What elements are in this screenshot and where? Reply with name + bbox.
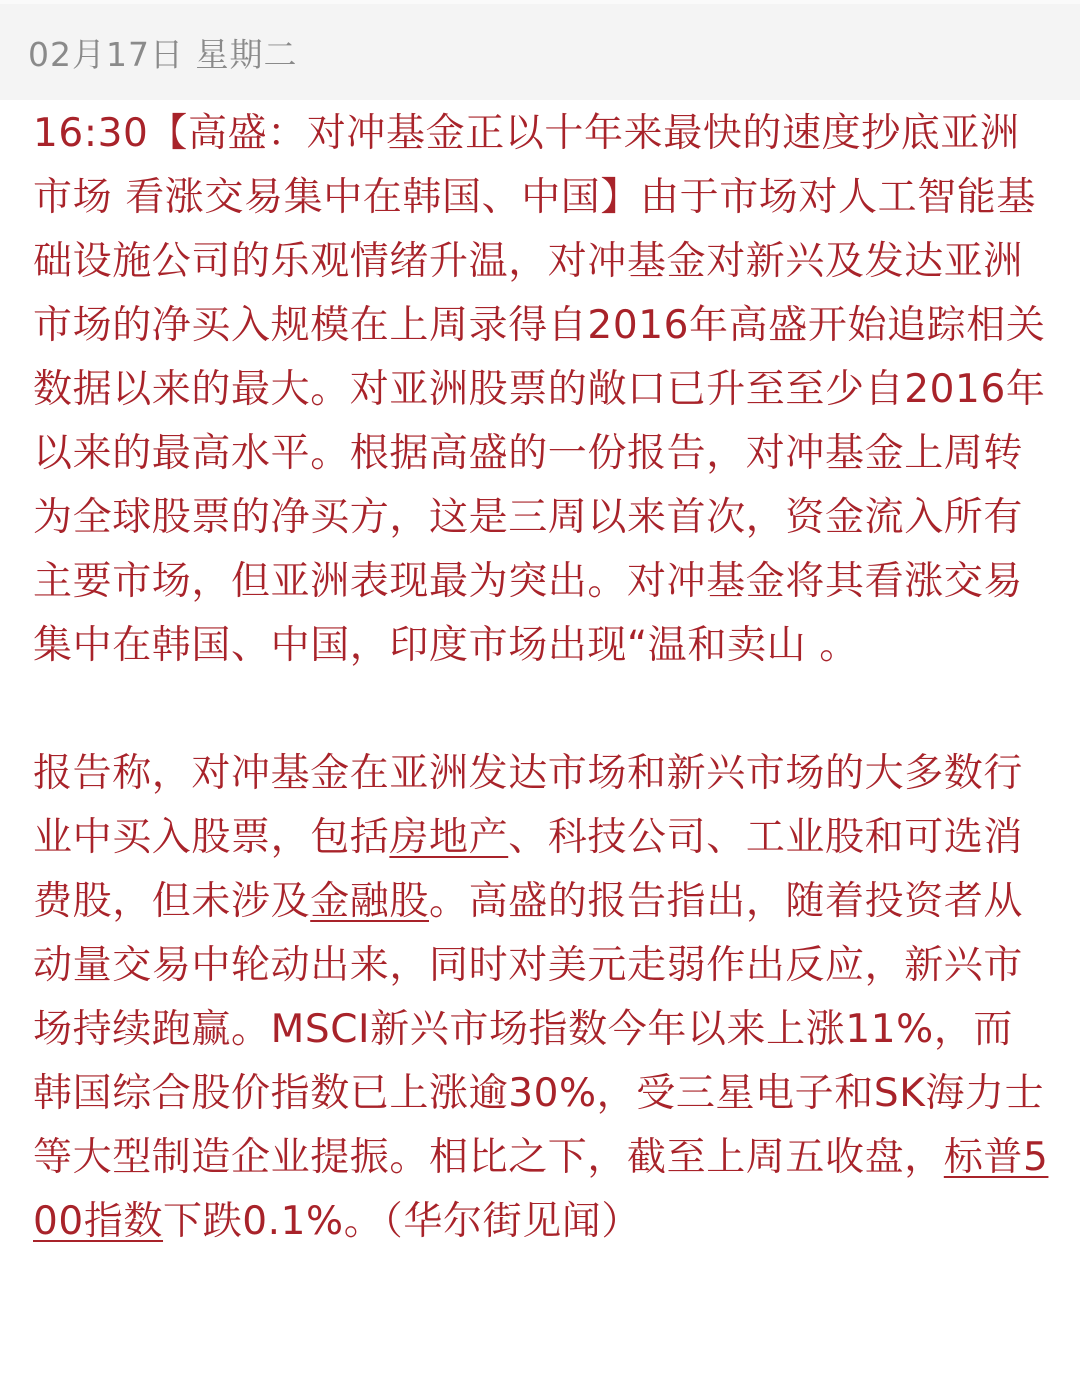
- link-financial-stocks[interactable]: 金融股: [310, 879, 430, 924]
- paragraph-text: 。高盛的报告指出，随着投资者从动量交易中轮动出来，同时对美元走弱作出反应，新兴市场持续跑赢。MSCI新兴市场指数今年以来上涨11%，而韩国综合股价指数已上涨逾30%，受三星电子和SK海力士等大型制造企业提振。相比之下，截至上周五收盘，: [33, 879, 1045, 1180]
- paragraph-text: 报告称，对冲基金在亚洲发达市场和新兴市场的大多数行业中买入股票，包括: [33, 751, 1024, 860]
- link-real-estate[interactable]: 房地产: [389, 815, 509, 860]
- news-body: 由于市场对人工智能基础设施公司的乐观情绪升温，对冲基金对新兴及发达亚洲市场的净买入规模在上周录得自2016年高盛开始追踪相关数据以来的最大。对亚洲股票的敞口已升至至少自2016年以来的最高水平。根据高盛的一份报告，对冲基金上周转为全球股票的净买方，这是三周以来首次，资金流入所有主要市场，但亚洲表现最为突出。对冲基金将其看涨交易集中在韩国、中国，印度市场出现“温和卖山 。: [33, 175, 1046, 668]
- news-paragraph-1: [33, 102, 1050, 678]
- news-paragraph-2: [33, 742, 1050, 1254]
- news-time: 16:30: [33, 111, 149, 156]
- news-content: [0, 102, 1080, 1254]
- link-sp500[interactable]: 标普500指数: [33, 1135, 1049, 1244]
- paragraph-text: 下跌0.1%。（华尔街见闻）: [163, 1199, 642, 1244]
- date-label: 02月17日 星期二: [28, 34, 298, 74]
- date-header: [0, 0, 1080, 100]
- news-headline: 【高盛：对冲基金正以十年来最快的速度抄底亚洲市场 看涨交易集中在韩国、中国】: [33, 111, 1020, 220]
- paragraph-text: 、科技公司、工业股和可选消费股，但未涉及: [33, 815, 1024, 924]
